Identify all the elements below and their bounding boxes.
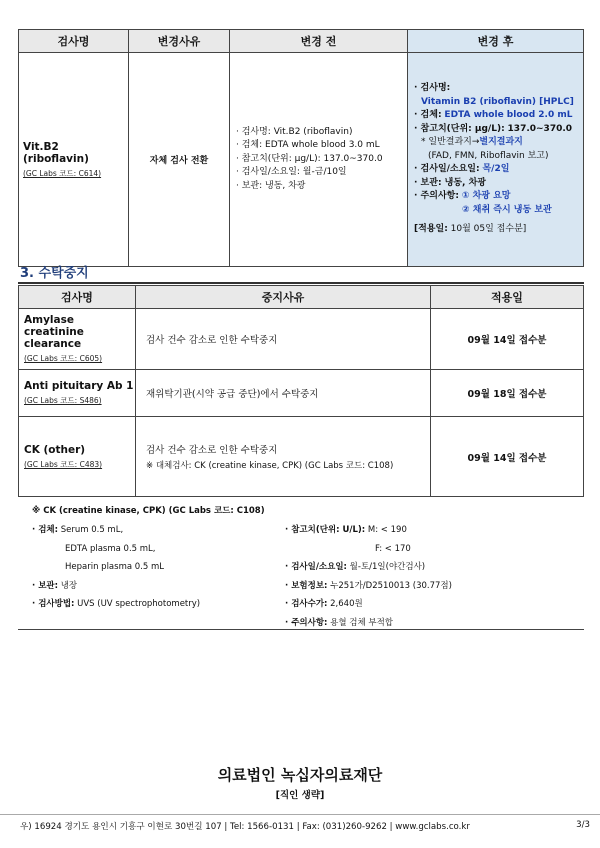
box-left-column	[32, 521, 200, 614]
after-note-prefix: * 일반결과지→	[421, 137, 480, 148]
schedule-value: 월-토/1일(야간검사)	[349, 562, 426, 572]
storage-value: 냉장	[60, 580, 78, 591]
after-specimen-value: EDTA whole blood 2.0 mL	[444, 110, 573, 121]
footer-divider	[0, 814, 600, 815]
after-test-value: Vitamin B2 (riboflavin) [HPLC]	[421, 96, 574, 107]
method-value: UVS (UV spectrophotometry)	[77, 599, 201, 609]
footer-address: 우) 16924 경기도 용인시 기흥구 이현로 30번길 107 | Tel: 1566-0131 | Fax: (031)260-9262 | www.gclabs.co.kr	[20, 822, 470, 832]
table-row	[19, 53, 584, 267]
box-title: ※ CK (creatine kinase, CPK) (GC Labs 코드: C108)	[32, 506, 265, 516]
ref-female: F: < 170	[375, 543, 411, 554]
suspension-reason: 재위탁기관(시약 공급 중단)에서 수탁중지	[136, 370, 431, 417]
after-specimen-label: · 검체:	[414, 110, 442, 121]
header-test-name: 검사명	[19, 30, 129, 53]
after-schedule-label: · 검사일/소요일:	[414, 164, 480, 175]
section-title: 3. 수탁중지	[20, 266, 89, 281]
schedule-label: · 검사일/소요일:	[285, 562, 347, 572]
alternative-test: ※ 대체검사: CK (creatine kinase, CPK) (GC Labs 코드: C108)	[146, 461, 394, 471]
apply-date: 09월 14일 접수분	[431, 309, 584, 370]
table-row	[19, 309, 584, 370]
after-schedule-value: 목/2일	[482, 164, 510, 175]
test-code: (GC Labs 코드: C614)	[23, 168, 102, 178]
after-cell	[408, 53, 584, 267]
test-name: Amylase creatinine clearance	[24, 314, 84, 350]
ref-label: · 참고치(단위: U/L):	[285, 525, 366, 535]
insurance-value: 누251가/D2510013 (30.77점)	[330, 580, 452, 591]
apply-date: 09월 14일 접수분	[431, 417, 584, 497]
suspension-table	[18, 285, 584, 497]
caution-label: · 주의사항:	[285, 617, 328, 628]
after-storage: · 보관: 냉동, 차광	[414, 177, 487, 188]
after-note-value: 별지결과지	[479, 137, 523, 148]
section-divider	[18, 282, 584, 284]
header-reason: 변경사유	[129, 30, 230, 53]
before-line: · 검사일/소요일: 월-금/10일	[236, 167, 347, 178]
after-caution-label: · 주의사항:	[414, 191, 459, 202]
after-test-label: · 검사명:	[414, 83, 451, 94]
test-name: Anti pituitary Ab 1	[24, 380, 134, 392]
header-before: 변경 전	[230, 30, 408, 53]
change-reason: 자체 검사 전환	[129, 53, 230, 267]
after-apply-value: 10월 05일 접수분]	[450, 224, 527, 235]
box-right-column	[285, 521, 452, 632]
table-row	[19, 370, 584, 417]
header-suspension-reason: 중지사유	[136, 286, 431, 309]
after-ref-label: · 참고치(단위: μg/L):	[414, 123, 505, 134]
specimen-value: EDTA plasma 0.5 mL,	[65, 543, 156, 554]
test-code: (GC Labs 코드: S486)	[24, 396, 102, 405]
before-line: · 참고치(단위: μg/L): 137.0~370.0	[236, 153, 383, 164]
after-caution-1: ① 차광 요망	[461, 191, 511, 202]
seal-note: [직인 생략]	[275, 790, 325, 801]
page-number: 3/3	[576, 820, 590, 830]
specimen-label: · 검체:	[32, 525, 59, 535]
fee-value: 2,640원	[330, 599, 363, 609]
insurance-label: · 보험정보:	[285, 580, 328, 591]
suspension-reason-cell	[136, 417, 431, 497]
header-test-name: 검사명	[19, 286, 136, 309]
test-code: (GC Labs 코드: C605)	[24, 354, 103, 363]
header-after: 변경 후	[408, 30, 584, 53]
change-table	[18, 29, 584, 267]
after-apply-label: [적용일:	[414, 224, 448, 235]
organization-name: 의료법인 녹십자의료재단	[217, 766, 383, 784]
apply-date: 09월 18일 접수분	[431, 370, 584, 417]
suspension-reason: 검사 건수 감소로 인한 수탁중지	[136, 309, 431, 370]
after-caution-2: ② 채취 즉시 냉동 보관	[462, 204, 552, 215]
test-name-cell	[19, 417, 136, 497]
header-apply-date: 적용일	[431, 286, 584, 309]
ref-male: M: < 190	[367, 525, 407, 535]
test-name-cell	[19, 370, 136, 417]
storage-label: · 보관:	[32, 580, 59, 591]
caution-value: 용혈 검체 부적합	[330, 617, 394, 628]
test-name: Vit.B2 (riboflavin)	[23, 140, 89, 165]
test-name-cell	[19, 309, 136, 370]
test-name: CK (other)	[24, 443, 86, 456]
specimen-value: Serum 0.5 mL,	[60, 525, 124, 535]
table-row	[19, 417, 584, 497]
before-line: · 검사명: Vit.B2 (riboflavin)	[236, 126, 353, 137]
alternative-test-box	[18, 499, 584, 630]
specimen-value: Heparin plasma 0.5 mL	[65, 562, 164, 572]
fee-label: · 검사수가:	[285, 599, 328, 609]
test-name-cell	[19, 53, 129, 267]
after-note-sub: (FAD, FMN, Riboflavin 보고)	[428, 150, 549, 161]
before-cell	[230, 53, 408, 267]
suspension-reason: 검사 건수 감소로 인한 수탁중지	[146, 445, 278, 456]
before-line: · 보관: 냉동, 차광	[236, 180, 306, 191]
after-ref-value: 137.0~370.0	[507, 123, 573, 134]
test-code: (GC Labs 코드: C483)	[24, 459, 103, 469]
before-line: · 검체: EDTA whole blood 3.0 mL	[236, 140, 380, 151]
method-label: · 검사방법:	[32, 599, 75, 609]
